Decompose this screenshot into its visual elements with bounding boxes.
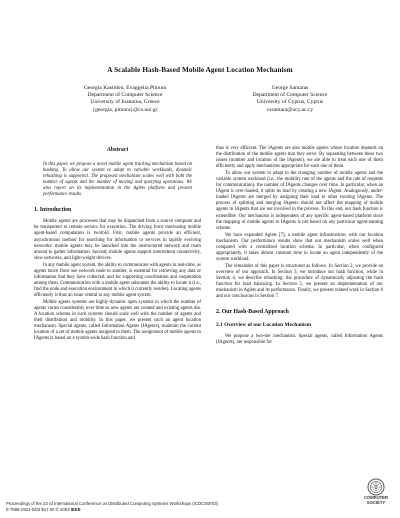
section-heading-introduction: 1. Introduction (34, 207, 72, 214)
author-university: University of Ioannina, Greece (90, 99, 160, 106)
computer-society-logo-icon (367, 478, 385, 496)
body-paragraph: thus is very efficient. The IAgents are also mobile agents whose location depends on the distribution of the mobile agents that they serve. By separating between these two issues (number and location of the IAgents), we are able to treat each one of them efficiently and apply mechanisms appropriate for each one of them. (216, 146, 383, 170)
paper-title: A Scalable Hash-Based Mobile Agent Location Mechanism (107, 66, 293, 74)
author-university: University of Cyprus, Cyprus (256, 99, 324, 106)
author-department: Department of Computer Science (252, 92, 328, 99)
left-column (34, 147, 201, 342)
computer-society-logo (356, 478, 396, 514)
body-paragraph: We have expanded Aglets [7], a mobile agent infrastructure, with our location mechanism. Our performance results show that our mechanism scales well when compared with a centralized location schema. In particular, when configured appropriately, it takes almost constant time to locate an agent independently of the system workload. (216, 232, 383, 262)
author-block-2 (215, 85, 365, 114)
logo-text-society: SOCIETY (366, 499, 386, 505)
section-heading-approach: 2. Our Hash-Based Approach (216, 309, 289, 316)
body-paragraph: We propose a two-tier mechanism. Special agents, called Information Agents (IAgents), are responsible for (216, 334, 383, 346)
body-paragraph: Mobile agents systems are highly-dynamic open systems in which the number of agents varies considerably over time as new agents are created and existing agents die. A location schema in such systems should scale well with the number of agents and their distribution and mobility. In this paper, we present such an agent location mechanism. Special agents, called Information Agents (IAgents), maintain the current location of a set of mobile agents assigned to them. The assignment of mobile agents to IAgents is based on a system-wide hash function and (34, 299, 201, 342)
author-department: Department of Computer Science (87, 92, 163, 99)
abstract-heading: Abstract (106, 147, 129, 153)
footer-isbn-line (6, 507, 218, 513)
author-names: Georgia Kastidou, Evaggelia Pitoura (83, 85, 167, 91)
footer-proceedings-line: Proceedings of the 23 rd International Conference on Distributed Computing Systems Workshops (ICDCSW'03) (6, 501, 219, 506)
subsection-heading-overview: 2.1 Overview of our Location Mechanism (216, 322, 312, 329)
footer-isbn-text: 0-7695-1921-0/03 $17.00 © 2003 (6, 506, 71, 512)
abstract-text: In this paper, we propose a novel mobile agent tracking mechanism based on hashing. To allow our system to adapt to variable workloads, dynamic rehashing is supported. The proposed mechanism scales well with both the number of agents and the number of moving and querying operations. We also report on its implementation in the Aglets platform and present performance results. (43, 162, 192, 198)
body-paragraph: To allow our system to adapt to the changing number of mobile agents and the variable system workload (i.e., the mobility rate of the agents and the rate of requests for communication), the number of IAgents changes over time. In particular, when an IAgent is over-loaded, it splits its load by creating a new IAgent. Analogously, under-loaded IAgents are merged by assigning their load to other existing IAgents. The process of splitting and merging IAgents should not affect the mapping of mobile agents to IAgents that are not involved in the process. To this end, our hash function is extendible. Our mechanism is independent of any specific agent-based platform since the mapping of mobile agents to IAgents is not based on any particular agent-naming scheme. (216, 171, 383, 231)
author-email: cssamara@ucy.ac.cy (266, 106, 314, 113)
body-paragraph: In any mobile agent system, the ability to communicate with agents in real-time, as agents move from one network node to another, is essential for retrieving any data or information that they have collected, and for supporting coordination and cooperation among them. Communication with a mobile agent subsumes the ability to locate it (i.e., find the node and execution environment in which it currently resides). Locating agents efficiently is thus an issue central to any mobile agent system. (34, 262, 201, 298)
logo-text-computer: COMPUTER (364, 495, 388, 500)
footer-ieee-mark: IEEE (70, 506, 81, 512)
author-block-1 (50, 85, 200, 114)
body-paragraph: The remainder of this paper is structured as follows. In Section 2, we provide an overview of our approach. In Section 3, we introduce our hash function, while in Section 4, we describe rehashing: the procedure of dynamically adjusting the hash function for load balancing. In Section 5, we present an implementation of our mechanism in Aglets and its performance. Finally, we present related work in Section 6 and our conclusions in Section 7. (216, 263, 383, 300)
body-paragraph: Mobile agents are processes that may be dispatched from a source computer and be transported to remote servers for execution. The driving force motivating mobile agent-based computation is twofold. First, mobile agents provide an efficient, asynchronous method for searching for information or services in rapidly evolving networks: mobile agents may be launched into the unstructured network and roam around to gather information. Second, mobile agents support intermittent connectivity, slow networks, and light-weight devices. (34, 219, 201, 261)
author-names: George Samaras (271, 85, 309, 91)
proceedings-footer (6, 501, 218, 512)
right-column (216, 146, 383, 346)
author-email: {georgia, pitoura}@cs.uoi.gr (92, 106, 158, 113)
